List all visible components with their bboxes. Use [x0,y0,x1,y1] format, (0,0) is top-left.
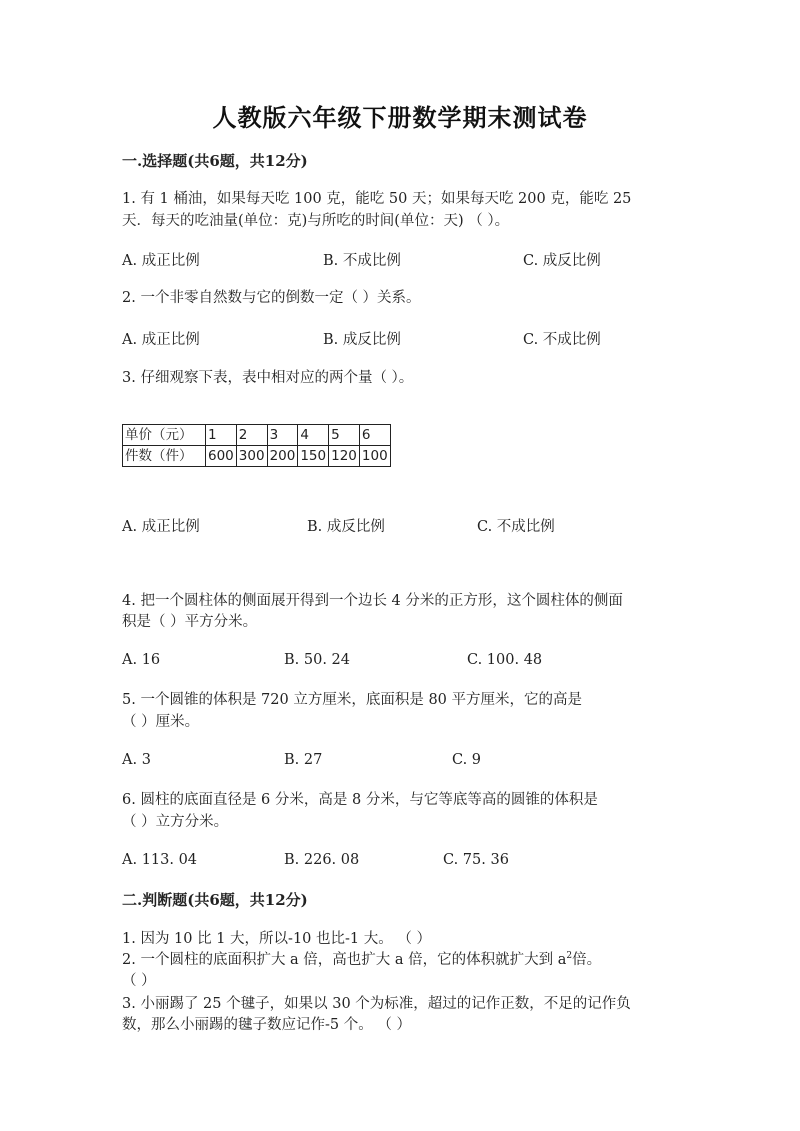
q4-option-a[interactable]: A. 16 [122,652,161,668]
table-cell: 6 [359,425,390,446]
judgement-1: 1. 因为 10 比 1 大，所以-10 也比-1 大。 （ ） [122,931,431,947]
q4-option-b[interactable]: B. 50. 24 [284,652,350,668]
question-6-line-1: 6. 圆柱的底面直径是 6 分米，高是 8 分米，与它等底等高的圆锥的体积是 [122,792,598,808]
judgement-2-text: 2. 一个圆柱的底面积扩大 a 倍，高也扩大 a 倍，它的体积就扩大到 a [122,952,567,968]
q2-option-b[interactable]: B. 成反比例 [323,332,401,348]
table-cell: 5 [329,425,360,446]
section-heading-judgement: 二.判断题(共6题，共12分) [122,891,308,909]
table-cell: 150 [298,446,329,467]
table-cell: 2 [236,425,267,446]
q6-option-c[interactable]: C. 75. 36 [443,852,509,868]
q3-option-a[interactable]: A. 成正比例 [122,519,200,535]
q1-option-c[interactable]: C. 成反比例 [523,253,601,269]
q2-option-a[interactable]: A. 成正比例 [122,332,200,348]
judgement-2-answer-paren: （ ） [122,973,156,989]
q5-option-a[interactable]: A. 3 [122,752,151,768]
question-5-line-2: （ ）厘米。 [122,714,200,730]
question-2-line-1: 2. 一个非零自然数与它的倒数一定（ ）关系。 [122,290,421,306]
q3-option-c[interactable]: C. 不成比例 [477,519,555,535]
table-cell: 100 [359,446,390,467]
superscript-exponent: 2 [566,951,573,962]
table-cell: 300 [236,446,267,467]
question-6-line-2: （ ）立方分米。 [122,814,229,830]
section-heading-choice: 一.选择题(共6题，共12分) [122,152,308,170]
q1-option-b[interactable]: B. 不成比例 [323,253,401,269]
price-quantity-table [122,424,391,467]
table-cell: 600 [206,446,237,467]
table-cell: 4 [298,425,329,446]
q1-option-a[interactable]: A. 成正比例 [122,253,200,269]
page-title: 人教版六年级下册数学期末测试卷 [212,103,588,132]
question-1-line-2: 天．每天的吃油量(单位：克)与所吃的时间(单位：天) （ ）。 [122,213,510,229]
table-cell: 单价（元） [123,425,206,446]
judgement-3-line-1: 3. 小丽踢了 25 个毽子，如果以 30 个为标准，超过的记作正数，不足的记作负 [122,996,631,1012]
judgement-2-line-1 [122,951,601,970]
question-3-line-1: 3. 仔细观察下表，表中相对应的两个量（ ）。 [122,370,414,386]
table-row-price [123,425,391,446]
question-4-line-2: 积是（ ）平方分米。 [122,614,258,630]
table-cell: 120 [329,446,360,467]
q6-option-a[interactable]: A. 113. 04 [122,852,198,868]
judgement-3-line-2: 数，那么小丽踢的毽子数应记作-5 个。 （ ） [122,1017,411,1033]
question-1-line-1: 1. 有 1 桶油，如果每天吃 100 克，能吃 50 天；如果每天吃 200 克，能吃 25 [122,191,632,207]
q2-option-c[interactable]: C. 不成比例 [523,332,601,348]
q6-option-b[interactable]: B. 226. 08 [284,852,360,868]
q5-option-c[interactable]: C. 9 [452,752,482,768]
q4-option-c[interactable]: C. 100. 48 [467,652,543,668]
table-cell: 200 [267,446,298,467]
table-cell: 3 [267,425,298,446]
table-cell: 件数（件） [123,446,206,467]
table-row-quantity [123,446,391,467]
judgement-2-tail: 倍。 [572,952,602,968]
question-4-line-1: 4. 把一个圆柱体的侧面展开得到一个边长 4 分米的正方形，这个圆柱体的侧面 [122,593,623,609]
table-cell: 1 [206,425,237,446]
q3-option-b[interactable]: B. 成反比例 [307,519,385,535]
q5-option-b[interactable]: B. 27 [284,752,323,768]
question-5-line-1: 5. 一个圆锥的体积是 720 立方厘米，底面积是 80 平方厘米，它的高是 [122,692,583,708]
